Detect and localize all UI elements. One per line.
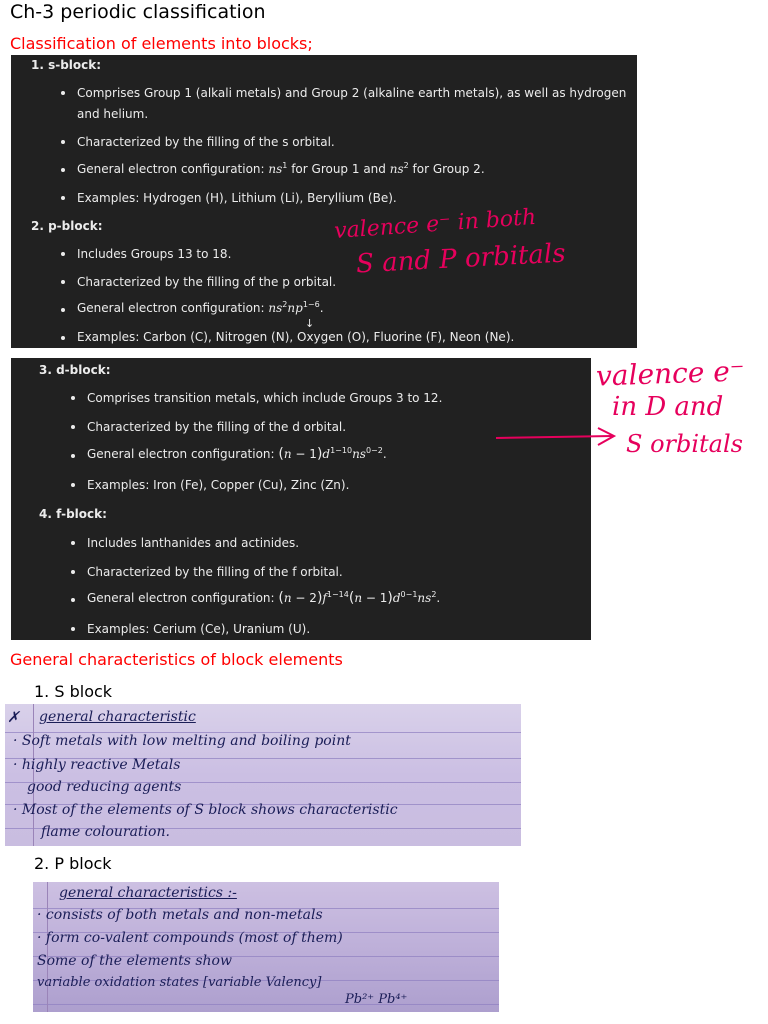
blocks-panel-1	[11, 55, 637, 348]
bullet-icon	[71, 598, 75, 602]
down-arrow-icon: ↓	[305, 317, 315, 330]
s-block-bullet-1: Comprises Group 1 (alkali metals) and Group 2 (alkaline earth metals), as well as hydrogen	[77, 86, 627, 100]
arrow-right-icon	[494, 426, 624, 448]
annotation-valence-ds-line2: in D and	[612, 392, 724, 422]
p-block-bullet-1: Includes Groups 13 to 18.	[77, 247, 232, 261]
bullet-icon	[71, 425, 75, 429]
d-block-bullet-1: Comprises transition metals, which include Groups 3 to 12.	[87, 391, 443, 405]
f-block-bullet-2: Characterized by the filling of the f orbital.	[87, 565, 343, 579]
notes-p-line-5: variable oxidation states [variable Valency]	[37, 975, 322, 990]
bullet-icon	[71, 541, 75, 545]
notes-s-line-3: · highly reactive Metals	[13, 757, 181, 773]
notes-photo-p-block	[33, 882, 499, 1012]
subheading-p-block: 2. P block	[34, 854, 112, 873]
notes-p-line-6: Pb²⁺ Pb⁴⁺	[345, 992, 408, 1007]
d-block-bullet-2: Characterized by the filling of the d orbital.	[87, 420, 347, 434]
bullet-icon	[71, 396, 75, 400]
blocks-panel-2	[11, 358, 591, 640]
bullet-icon	[61, 196, 65, 200]
p-block-bullet-3: General electron configuration: $ns^2np^{1-6}$.	[77, 300, 324, 315]
notes-p-line-2: · consists of both metals and non-metals	[37, 907, 323, 923]
d-block-heading: 3. d-block:	[39, 363, 111, 377]
bullet-icon	[61, 91, 65, 95]
section-heading-blocks: Classification of elements into blocks;	[10, 34, 313, 53]
notes-photo-s-block	[5, 704, 521, 846]
bullet-icon	[71, 570, 75, 574]
d-block-bullet-4: Examples: Iron (Fe), Copper (Cu), Zinc (Zn).	[87, 478, 350, 492]
annotation-valence-ds-line3: S orbitals	[626, 430, 743, 458]
annotation-valence-ds-line1: valence e⁻	[595, 354, 746, 393]
d-block-bullet-3: General electron configuration: $(n - 1)d^{1-10}ns^{0-2}$.	[87, 446, 387, 462]
notes-p-line-3: · form co-valent compounds (most of them)	[37, 930, 343, 946]
p-block-heading: 2. p-block:	[31, 219, 103, 233]
annotation-valence-sp-line1: valence e⁻ in both	[333, 204, 537, 245]
notes-p-line-4: Some of the elements show	[37, 953, 232, 969]
f-block-heading: 4. f-block:	[39, 507, 107, 521]
bullet-icon	[61, 308, 65, 312]
subheading-s-block: 1. S block	[34, 682, 113, 701]
notes-s-line-4: good reducing agents	[27, 779, 182, 795]
annotation-valence-sp-line2: S and P orbitals	[355, 238, 567, 280]
bullet-icon	[61, 252, 65, 256]
bullet-icon	[71, 627, 75, 631]
s-block-heading: 1. s-block:	[31, 58, 102, 72]
notes-s-line-1: general characteristic	[39, 709, 196, 725]
s-block-bullet-1-cont: and helium.	[77, 107, 149, 121]
notes-s-line-2: · Soft metals with low melting and boiling point	[13, 733, 351, 749]
bullet-icon	[71, 454, 75, 458]
bullet-icon	[61, 336, 65, 340]
f-block-bullet-4: Examples: Cerium (Ce), Uranium (U).	[87, 622, 311, 636]
p-block-bullet-2: Characterized by the filling of the p orbital.	[77, 275, 337, 289]
bullet-icon	[61, 140, 65, 144]
notes-p-line-1: general characteristics :-	[59, 885, 237, 901]
notes-s-line-6: flame colouration.	[41, 824, 170, 840]
s-block-bullet-3: General electron configuration: $ns^1$ for Group 1 and $ns^2$ for Group 2.	[77, 161, 485, 176]
note-marker: ✗	[7, 708, 20, 726]
section-heading-characteristics: General characteristics of block elements	[10, 650, 343, 669]
f-block-bullet-1: Includes lanthanides and actinides.	[87, 536, 300, 550]
bullet-icon	[61, 280, 65, 284]
p-block-bullet-4: Examples: Carbon (C), Nitrogen (N), Oxygen (O), Fluorine (F), Neon (Ne).	[77, 330, 515, 344]
page-title: Ch-3 periodic classification	[10, 1, 266, 23]
s-block-bullet-4: Examples: Hydrogen (H), Lithium (Li), Beryllium (Be).	[77, 191, 397, 205]
notes-s-line-5: · Most of the elements of S block shows characteristic	[13, 802, 398, 818]
bullet-icon	[61, 168, 65, 172]
bullet-icon	[71, 483, 75, 487]
s-block-bullet-2: Characterized by the filling of the s orbital.	[77, 135, 335, 149]
f-block-bullet-3: General electron configuration: $(n - 2)f^{1-14}(n - 1)d^{0-1}ns^2$.	[87, 590, 441, 606]
